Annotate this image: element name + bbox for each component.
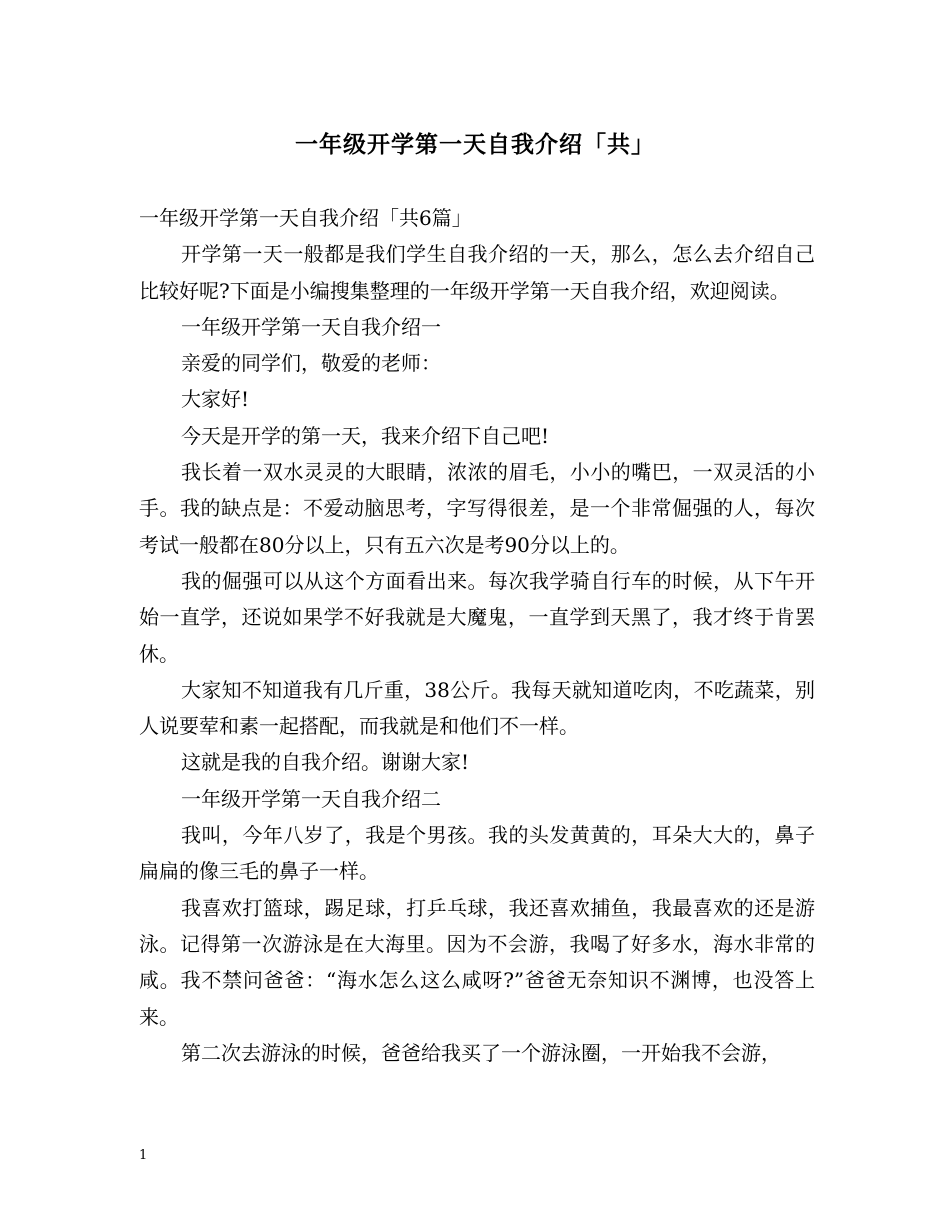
paragraph: 一年级开学第一天自我介绍二 [181, 786, 441, 811]
document-body [139, 200, 815, 1071]
paragraph: 大家好! [181, 387, 250, 412]
paragraph: 今天是开学的第一天，我来介绍下自己吧! [181, 423, 550, 448]
page-number: 1 [139, 1148, 148, 1163]
paragraph: 我长着一双水灵灵的大眼睛，浓浓的眉毛，小小的嘴巴，一双灵活的小手。我的缺点是：不爱动脑思考，字写得很差，是一个非常倔强的人，每次考试一般都在80分以上，只有五六次是考90分以上的。 [139, 460, 815, 557]
paragraph: 这就是我的自我介绍。谢谢大家! [181, 750, 470, 775]
document-title: 一年级开学第一天自我介绍「共」 [295, 131, 655, 158]
paragraph: 我叫，今年八岁了，我是个男孩。我的头发黄黄的，耳朵大大的，鼻子扁扁的像三毛的鼻子一样。 [139, 823, 815, 884]
paragraph: 一年级开学第一天自我介绍一 [181, 314, 441, 339]
paragraph: 一年级开学第一天自我介绍「共6篇」 [139, 206, 472, 230]
paragraph: 第二次去游泳的时候，爸爸给我买了一个游泳圈，一开始我不会游， [181, 1040, 781, 1065]
paragraph: 我的倔强可以从这个方面看出来。每次我学骑自行车的时候，从下午开始一直学，还说如果学不好我就是大魔鬼，一直学到天黑了，我才终于肯罢休。 [139, 568, 815, 666]
paragraph: 我喜欢打篮球，踢足球，打乒乓球，我还喜欢捕鱼，我最喜欢的还是游泳。记得第一次游泳是在大海里。因为不会游，我喝了好多水，海水非常的咸。我不禁问爸爸：“海水怎么这么咸呀?”爸爸无奈知识不渊博，也没答上来。 [139, 895, 815, 1029]
paragraph: 开学第一天一般都是我们学生自我介绍的一天，那么，怎么去介绍自己比较好呢?下面是小编搜集整理的一年级开学第一天自我介绍，欢迎阅读。 [139, 242, 815, 303]
paragraph: 亲爱的同学们，敬爱的老师： [181, 351, 441, 376]
paragraph: 大家知不知道我有几斤重，38公斤。我每天就知道吃肉，不吃蔬菜，别人说要荤和素一起搭配，而我就是和他们不一样。 [139, 677, 815, 739]
